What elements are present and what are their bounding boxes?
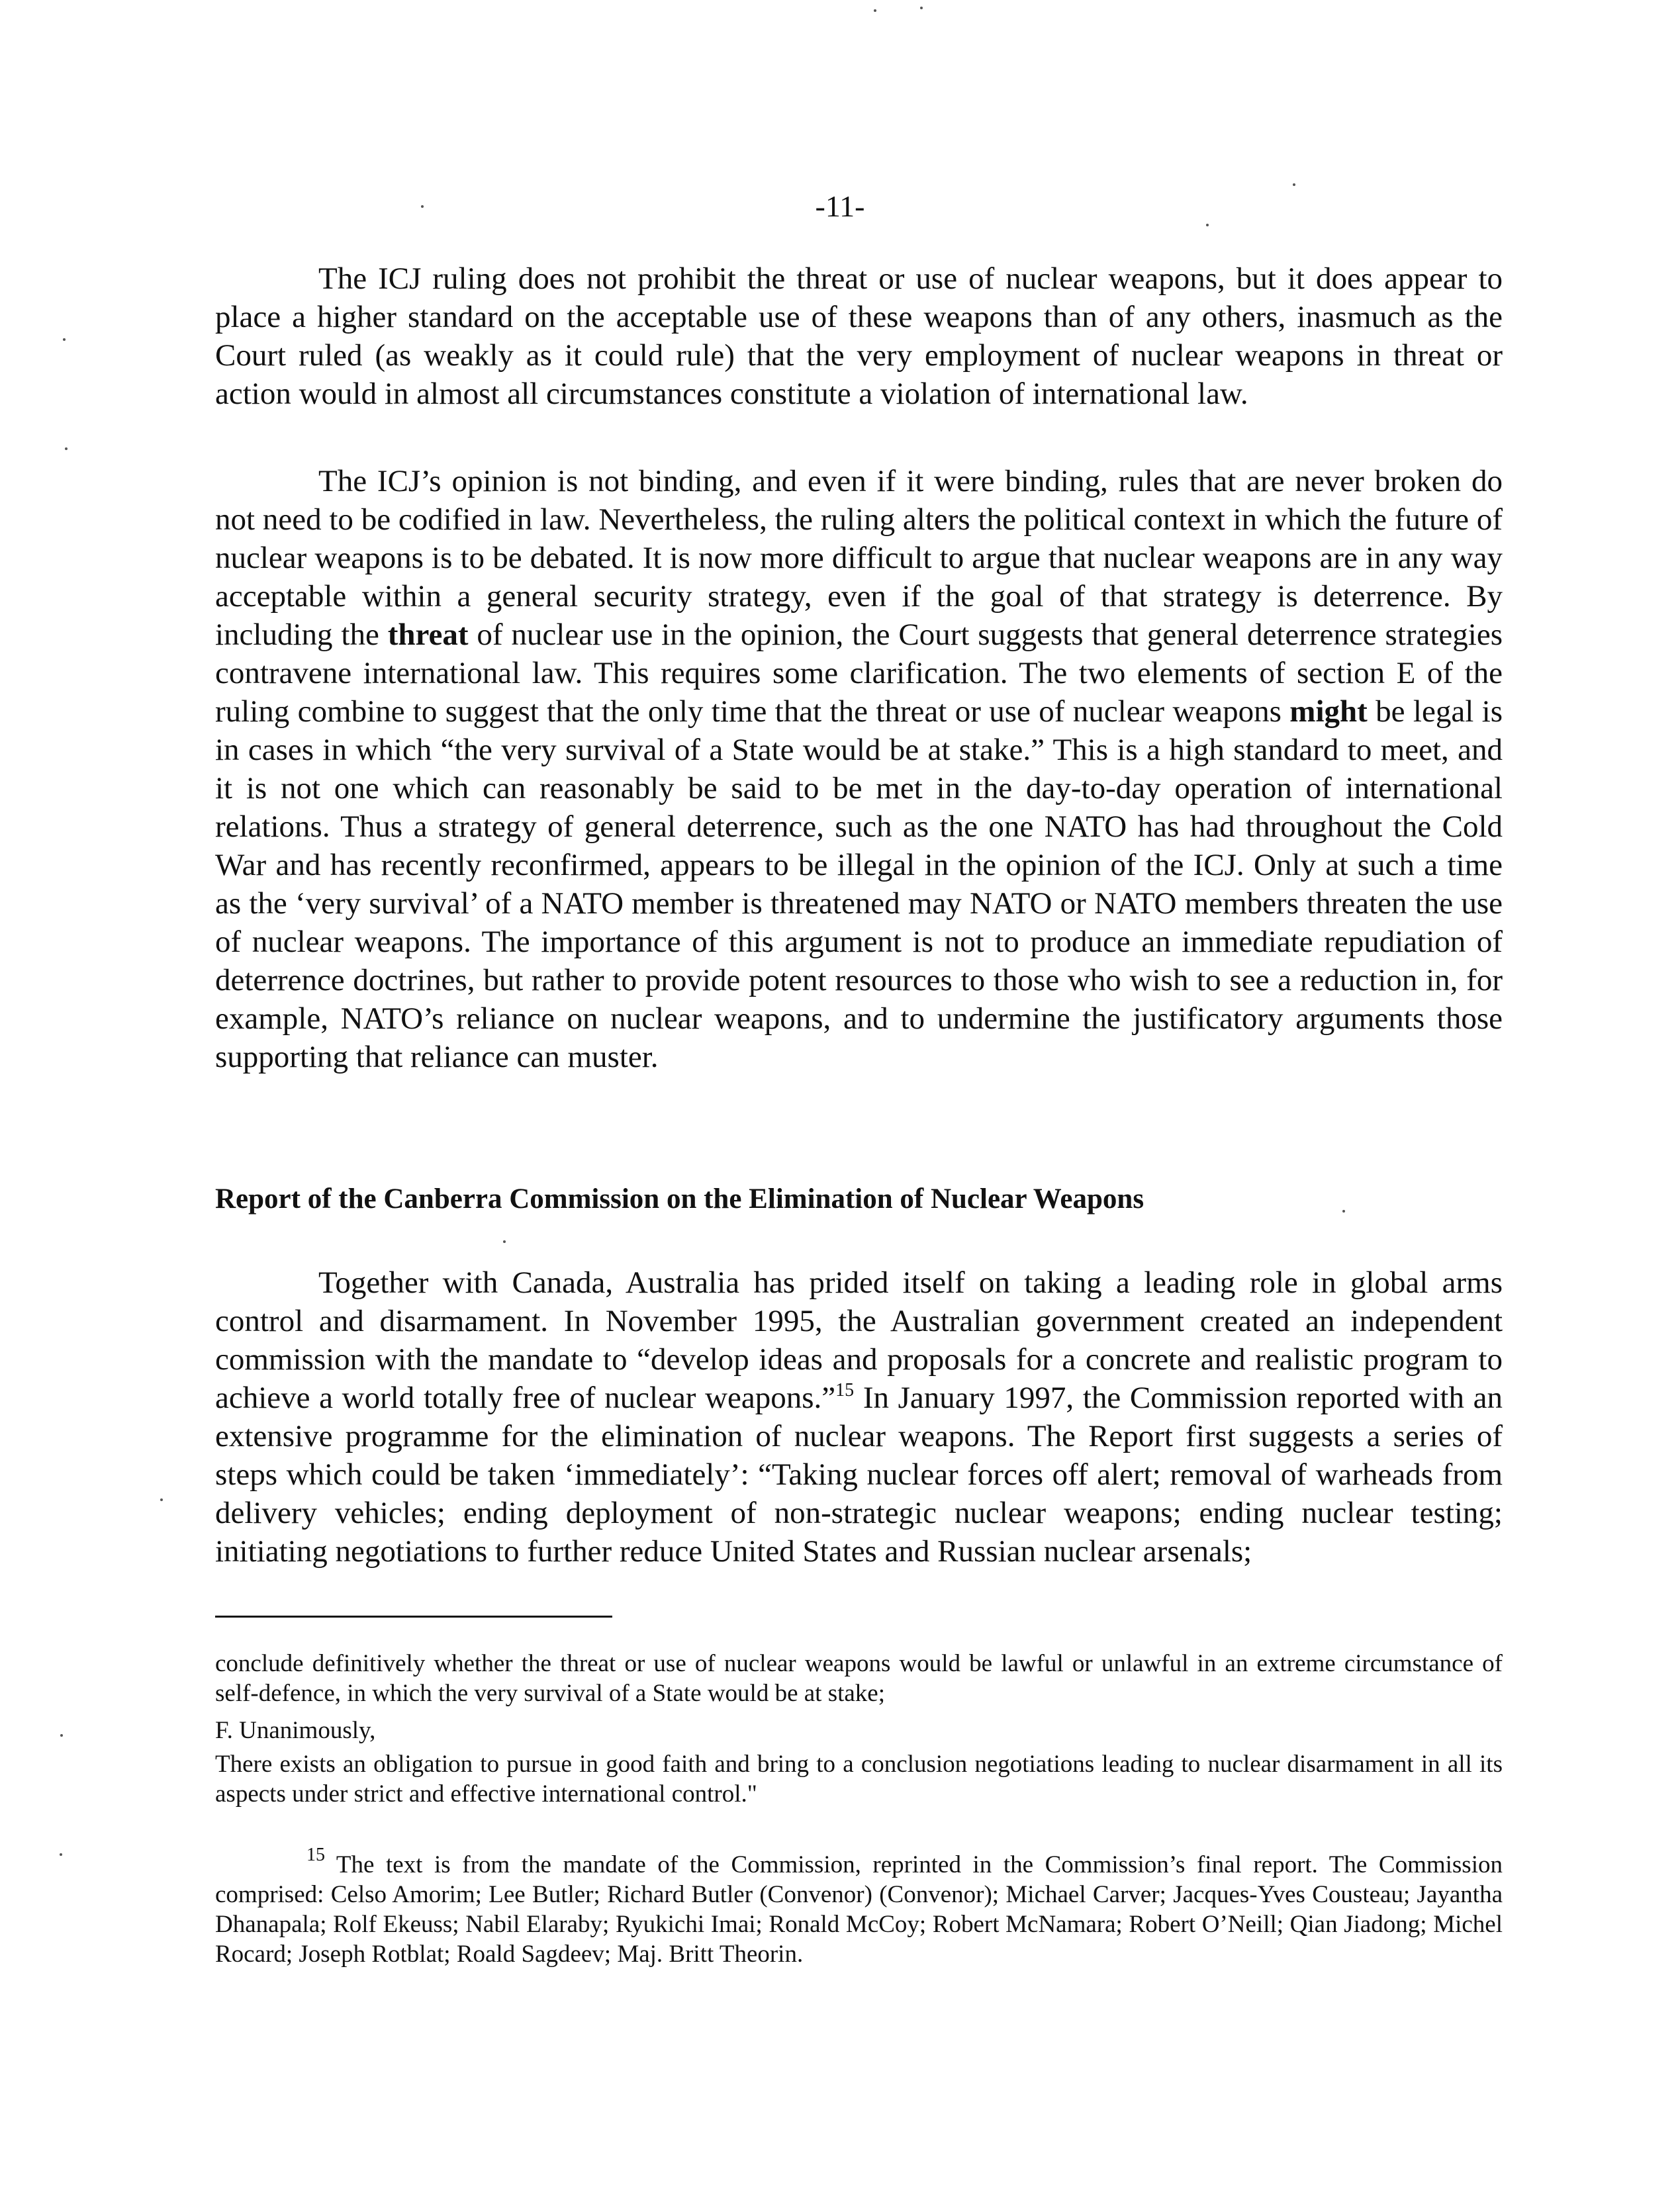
scan-speck: [60, 1853, 62, 1856]
footnote-continuation: conclude definitively whether the threat or use of nuclear weapons would be lawful or unlawful in an extreme circumstance of self-defence, in which the very survival of a State would be at stake;: [215, 1650, 1503, 1707]
section-heading: Report of the Canberra Commission on the Elimination of Nuclear Weapons: [215, 1183, 1144, 1215]
scan-speck: [421, 205, 424, 208]
text-run: In January 1997, the Commission reported with an extensive programme for the elimination of nuclear weapons. The Report first suggests a series of steps which could be taken ‘immediately’: “Taking nuclear forces off alert; removal of warheads from delivery vehicles; ending deployment of non-strategic nuclear weapons; ending nuclear testing; initiating negotiations to further reduce United States and Russian nuclear arsenals;: [215, 1381, 1503, 1569]
emphasis-might: might: [1289, 694, 1368, 729]
scan-speck: [920, 7, 923, 9]
scan-speck: [60, 1734, 63, 1737]
paragraph-text: [215, 1264, 1503, 1571]
footnote-continuation-obligation: There exists an obligation to pursue in good faith and bring to a conclusion negotiations leading to nuclear disarmament in all its aspects under strict and effective international control.": [215, 1751, 1503, 1808]
footnote-item-f: F. Unanimously,: [215, 1717, 376, 1744]
paragraph-text: The ICJ ruling does not prohibit the threat or use of nuclear weapons, but it does appear to place a higher standard on the acceptable use of these weapons than of any others, inasmuch as the Court ruled (as weakly as it could rule) that the very employment of nuclear weapons in threat or action would in almost all circumstances constitute a violation of international law.: [215, 261, 1503, 411]
footnote-marker: 15: [306, 1845, 325, 1865]
footnote-reference: 15: [835, 1380, 855, 1401]
scan-speck: [503, 1240, 506, 1243]
footnote-15: [215, 1845, 1503, 1969]
scan-speck: [160, 1498, 163, 1501]
scan-speck: [1342, 1210, 1345, 1213]
scan-speck: [1293, 183, 1295, 186]
text-run: be legal is in cases in which “the very survival of a State would be at stake.” This is a high standard to meet, and it is not one which can reasonably be said to be met in the day-to-day operation of international relations. Thus a strategy of general deterrence, such as the one NATO has had throughout the Cold War and has recently reconfirmed, appears to be illegal in the opinion of the ICJ. Only at such a time as the ‘very survival’ of a NATO member is threatened may NATO or NATO members threaten the use of nuclear weapons. The importance of this argument is not to produce an immediate repudiation of deterrence doctrines, but rather to provide potent resources to those who wish to see a reduction in, for example, NATO’s reliance on nuclear weapons, and to undermine the justificatory arguments those supporting that reliance can muster.: [215, 694, 1503, 1074]
footnote-separator: [215, 1616, 612, 1618]
text-run: Together with Canada, Australia has prided itself on taking a leading role in global arms control and disarmament. In November 1995, the Australian government created an independent commission with the mandate to “develop ideas and proposals for a concrete and realistic program to achieve a world totally free of nuclear weapons.”: [215, 1265, 1503, 1415]
footnote-text: The text is from the mandate of the Commission, reprinted in the Commission’s final report. The Commission comprised: Celso Amorim; Lee Butler; Richard Butler (Convenor) (Convenor); Michael Carver; Jacques-Yves Cousteau; Jayantha Dhanapala; Rolf Ekeuss; Nabil Elaraby; Ryukichi Imai; Ronald McCoy; Robert McNamara; Robert O’Neill; Qian Jiadong; Michel Rocard; Joseph Rotblat; Roald Sagdeev; Maj. Britt Theorin.: [215, 1851, 1503, 1968]
paragraph-canberra-commission: [215, 1264, 1503, 1571]
scan-speck: [1206, 224, 1209, 226]
scan-speck: [63, 338, 66, 341]
emphasis-threat: threat: [387, 618, 469, 652]
text-run: The ICJ’s opinion is not binding, and even if it were binding, rules that are never broken do not need to be codified in law. Nevertheless, the ruling alters the political context in which the future of nuclear weapons is to be debated. It is now more difficult to argue that nuclear weapons are in any way acceptable within a general security strategy, even if the goal of that strategy is deterrence. By including the: [215, 464, 1503, 652]
paragraph-text: [215, 462, 1503, 1076]
paragraph-icj-ruling: [215, 259, 1503, 413]
text-run: of nuclear use in the opinion, the Court suggests that general deterrence strategies contravene international law. This requires some clarification. The two elements of section E of the ruling combine to suggest that the only time that the threat or use of nuclear weapons: [215, 618, 1503, 729]
paragraph-icj-opinion: [215, 462, 1503, 1076]
page-number: -11-: [815, 189, 865, 223]
scan-speck: [65, 447, 68, 450]
scan-speck: [874, 9, 876, 12]
